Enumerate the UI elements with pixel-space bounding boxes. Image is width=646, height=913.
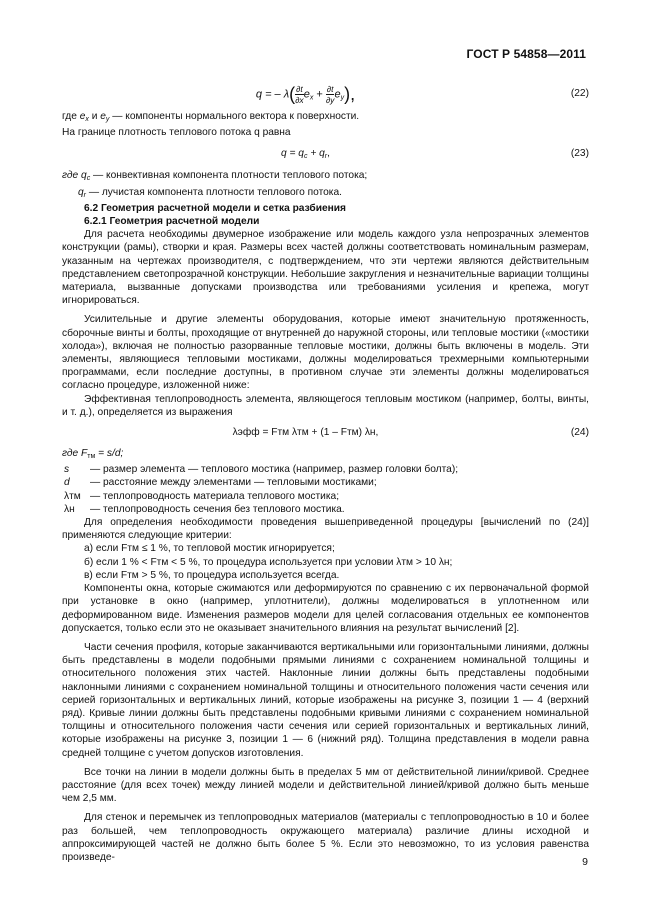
standard-header: ГОСТ Р 54858—2011 xyxy=(466,47,586,61)
equation-23: $q = q_c + q_r$, (23) xyxy=(281,148,589,161)
eq22-fraction-x: $\frac{\partial t}{\partial x}$ xyxy=(295,84,304,105)
eq22-open-paren: ( xyxy=(289,83,296,104)
where-normal-vector: где $e_x$ и $e_y$ — компоненты нормального вектора к поверхности. xyxy=(62,111,360,123)
definition-item: λн — теплопроводность сечения без теплового мостика. xyxy=(64,503,345,515)
section-heading-6-2-1: 6.2.1 Геометрия расчетной модели xyxy=(84,216,260,228)
section-heading-6-2: 6.2 Геометрия расчетной модели и сетка разбиения xyxy=(84,202,346,214)
paragraph-5: Компоненты окна, которые сжимаются или деформируются по сравнению с их первоначальной формой при установке в окно (например, уплотнители), должны моделироваться в уплотненном или деформированном виде. Изменения размеров модели для целей согласования отдельных ее компонентов допускается, только если это не оказывает значительного влияния на результат вычислений [2]. xyxy=(62,583,589,634)
criterion-a: а) если Fтм ≤ 1 %, то тепловой мостик игнорируется; xyxy=(84,543,335,555)
definition-item: λтм — теплопроводность материала теплового мостика; xyxy=(64,490,340,502)
paragraph-8: Для стенок и перемычек из теплопроводных материалов (материалы с теплопроводностью в 10 и более раз большей, чем теплопроводность окружающего материала) различие длины исходной и аппроксимирующей частей не должно быть более 5 %. Если это невозможно, то из условия равенства произведе- xyxy=(62,812,589,863)
where-qr: $q_r$ — лучистая компонента плотности теплового потока. xyxy=(78,186,342,199)
equation-24 xyxy=(62,419,589,447)
eq24-formula: λэфф = Fтм λтм + (1 – Fтм) λн, xyxy=(232,427,379,439)
eq22-fraction-y: $\frac{\partial t}{\partial y}$ xyxy=(325,84,335,105)
criterion-c: в) если Fтм > 5 %, то процедура используется всегда. xyxy=(84,569,340,581)
eq23-number: (23) xyxy=(570,148,589,160)
paragraph-6: Части сечения профиля, которые заканчиваются вертикальными или горизонтальными линиями, должны быть представлены в модели подобными прямыми линиями с сохранением номинальной толщины и относительного положения этих частей. Наклонные линии должны быть представлены подобными наклонными линиями с сохранением номинальной толщины и относительного положения части сечения или серией горизонтальных и вертикальных линий, которые изображены на рисунке 3, позиции 1 — 4 (верхний ряд). Кривые линии должны быть представлены подобными кривыми линиями с сохранением номинальной толщины и относительного положения части сечения или серией горизонтальных и вертикальных линий, которые изображены на рисунке 3, позиции 1 — 6 (нижний ряд). Толщина представления в модели равна средней толщине с учетом допусков изготовления. xyxy=(62,641,589,759)
paragraph-7: Все точки на линии в модели должны быть в пределах 5 мм от действительной линии/кривой. Среднее расстояние (для всех точек) между линией модели и действительной линией/кривой должно быть меньше чем 2,5 мм. xyxy=(62,766,589,805)
paragraph-3: Эффективная теплопроводность элемента, являющегося тепловым мостиком (например, болты, винты, и т. д.), определяется из выражения xyxy=(62,393,589,418)
definitions-list xyxy=(62,463,589,516)
document-body xyxy=(62,78,589,864)
page-number: 9 xyxy=(582,856,588,868)
equation-22: q = – λ( $\frac{\partial t}{\partial x}$ $e_x$ + $\frac{\partial t}{\partial y}$ $e_y$), (22) xyxy=(255,83,589,105)
where-qc: где $q_c$ — конвективная компонента плотности теплового потока; xyxy=(62,170,368,183)
eq22-left: q = – λ xyxy=(255,88,290,101)
where-ftm: где $F_{тм} = s/d$; xyxy=(62,448,124,461)
eq22-number: (22) xyxy=(570,88,589,99)
definition-item: s — размер элемента — теплового мостика (например, размер головки болта); xyxy=(64,464,459,476)
eq22-close-paren: ), xyxy=(344,83,356,104)
paragraph-1: Для расчета необходимы двумерное изображение или модель каждого узла непрозрачных элементов конструкции (рамы), створки и края. Размеры всех частей должны соответствовать номинальным размерам, указанным на чертежах производителя, с подтверждением, что эти чертежи являются действительным представлением светопрозрачной конструкции. Небольшие закругления и незначительные вариации толщины материала, вызванные допусками производства или требованиями усиления и крепежа, могут игнорироваться. xyxy=(62,229,589,307)
boundary-text: На границе плотность теплового потока q равна xyxy=(62,127,291,139)
criterion-b: б) если 1 % < Fтм < 5 %, то процедура используется при условии λтм > 10 λн; xyxy=(84,556,453,568)
eq24-number: (24) xyxy=(570,427,589,439)
paragraph-4: Для определения необходимости проведения вышеприведенной процедуры [вычислений по (24)] применяются следующие критерии: xyxy=(62,517,589,542)
definition-item: d — расстояние между элементами — тепловыми мостиками; xyxy=(64,477,377,489)
criteria-list xyxy=(62,542,589,582)
paragraph-2: Усилительные и другие элементы оборудования, которые имеют значительную протяженность, сборочные винты и болты, проходящие от внутренней до наружной стороны, или тепловые мостики («мостики холода»), включая не полностью разорванные тепловые мостики, должны быть включены в модель. Эти элементы, являющиеся тепловыми мостиками, должны моделироваться трехмерными компьютерными программами, если последние доступны, в противном случае эти элементы должны моделироваться согласно процедуре, изложенной ниже: xyxy=(62,314,589,392)
